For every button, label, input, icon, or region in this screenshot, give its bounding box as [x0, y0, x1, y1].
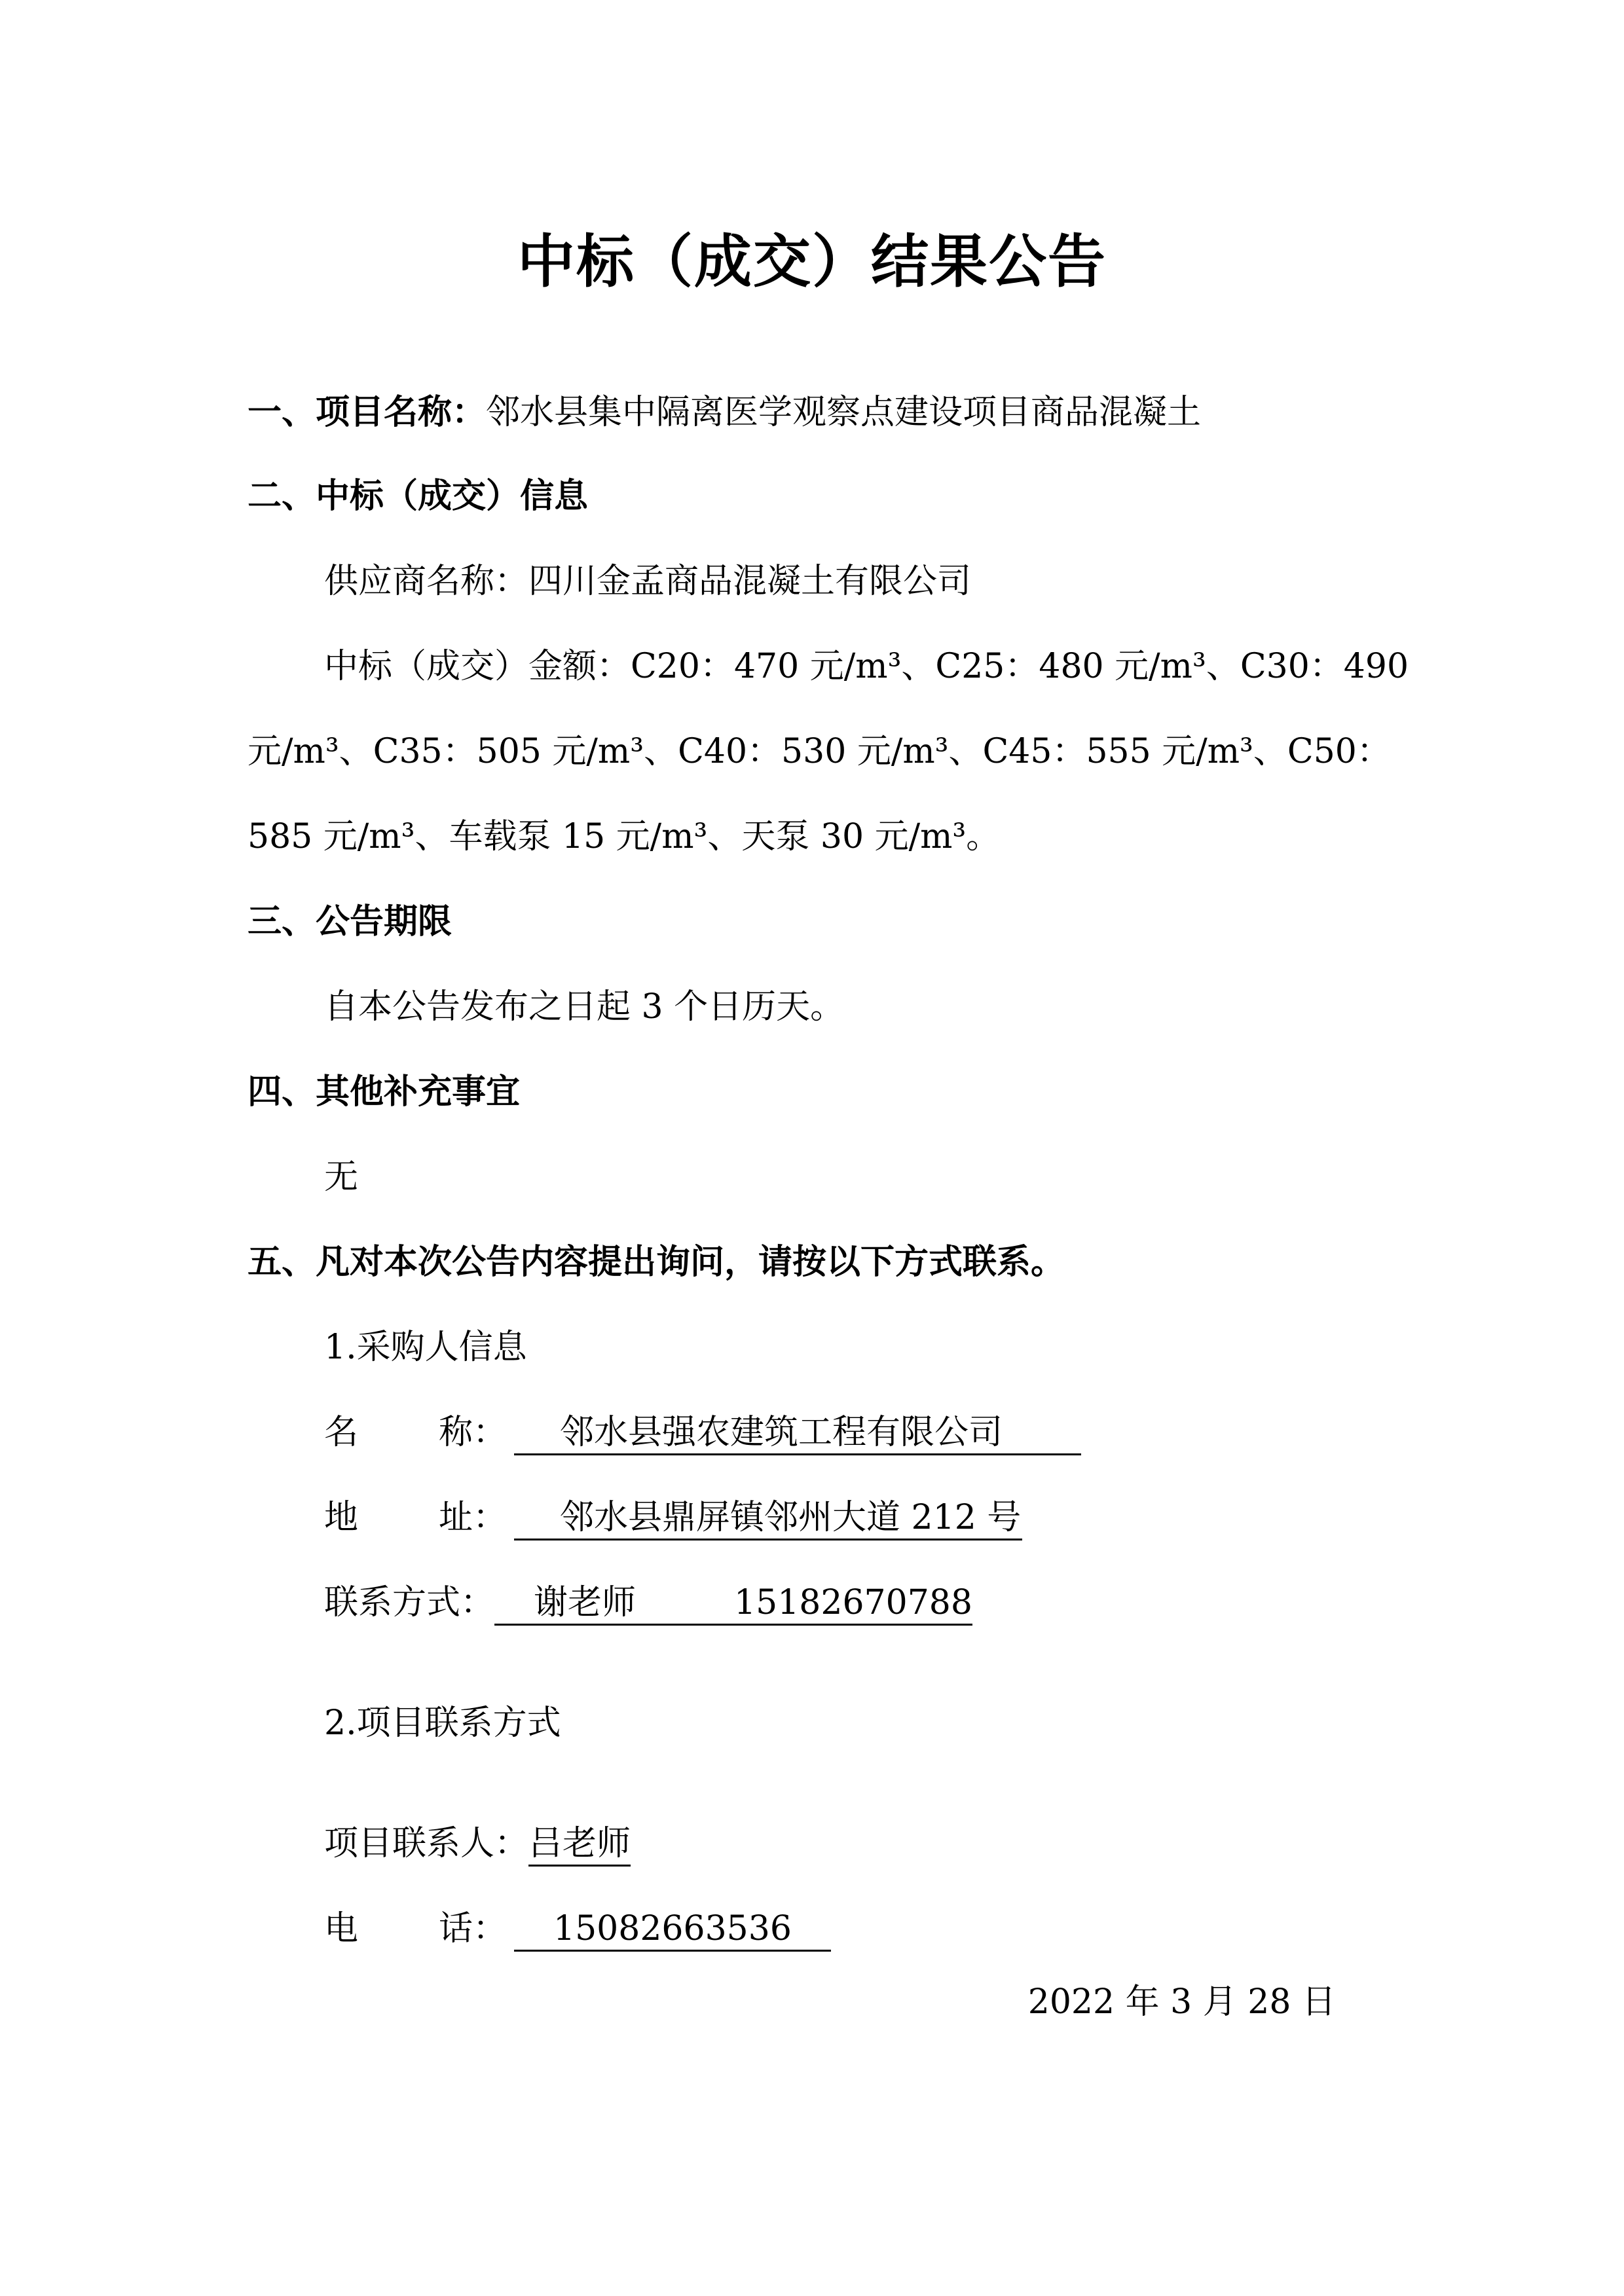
- purchaser-contact-value: [494, 1582, 972, 1626]
- project-name: 邻水县集中隔离医学观察点建设项目商品混凝土: [486, 393, 1202, 432]
- section-1-heading: 一、项目名称：: [248, 393, 487, 432]
- purchaser-contact-label: 联系方式：: [324, 1583, 495, 1622]
- amount-line-2: 元/m³、C35：505 元/m³、C40：530 元/m³、C45：555 元/m³、C50：: [248, 732, 1391, 771]
- purchaser-address-value: 邻水县鼎屏镇邻州大道 212 号: [514, 1497, 1022, 1540]
- section-4-heading: 四、其他补充事宜: [248, 1072, 521, 1112]
- amount-line-1: 中标（成交）金额：C20：470 元/m³、C25：480 元/m³、C30：490: [324, 647, 1409, 686]
- purchaser-contact-phone: 15182670788: [734, 1583, 972, 1622]
- project-contact-value: 吕老师: [528, 1823, 631, 1867]
- project-contact-title: 2.项目联系方式: [324, 1704, 561, 1743]
- amount-line-3: 585 元/m³、车载泵 15 元/m³、天泵 30 元/m³。: [248, 817, 1001, 856]
- purchaser-name-label: 名 称：: [324, 1413, 507, 1452]
- announcement-date: 2022 年 3 月 28 日: [1027, 1982, 1336, 2022]
- project-contact-label: 项目联系人：: [324, 1824, 529, 1863]
- page-title: 中标（成交）结果公告: [517, 228, 1107, 295]
- project-phone-label: 电 话：: [324, 1909, 507, 1948]
- supplier-name: 供应商名称：四川金孟商品混凝土有限公司: [324, 562, 972, 601]
- project-phone-value: 15082663536: [514, 1908, 831, 1952]
- section-1: [248, 386, 1201, 439]
- purchaser-name-value: 邻水县强农建筑工程有限公司: [514, 1412, 1081, 1455]
- purchaser-address-label: 地 址：: [324, 1498, 507, 1537]
- announcement-period: 自本公告发布之日起 3 个日历天。: [324, 987, 845, 1027]
- section-2-heading: 二、中标（成交）信息: [248, 477, 589, 516]
- purchaser-info-title: 1.采购人信息: [324, 1328, 527, 1367]
- project-contact-row: [324, 1817, 631, 1870]
- purchaser-address-row: [324, 1491, 1022, 1544]
- purchaser-contact-person: 谢老师: [534, 1583, 637, 1622]
- section-3-heading: 三、公告期限: [248, 902, 452, 941]
- purchaser-name-row: [324, 1406, 1081, 1459]
- purchaser-contact-row: [324, 1576, 972, 1629]
- section-5-heading: 五、凡对本次公告内容提出询问，请按以下方式联系。: [248, 1243, 1065, 1282]
- supplementary-text: 无: [324, 1157, 359, 1197]
- project-phone-row: [324, 1903, 831, 1955]
